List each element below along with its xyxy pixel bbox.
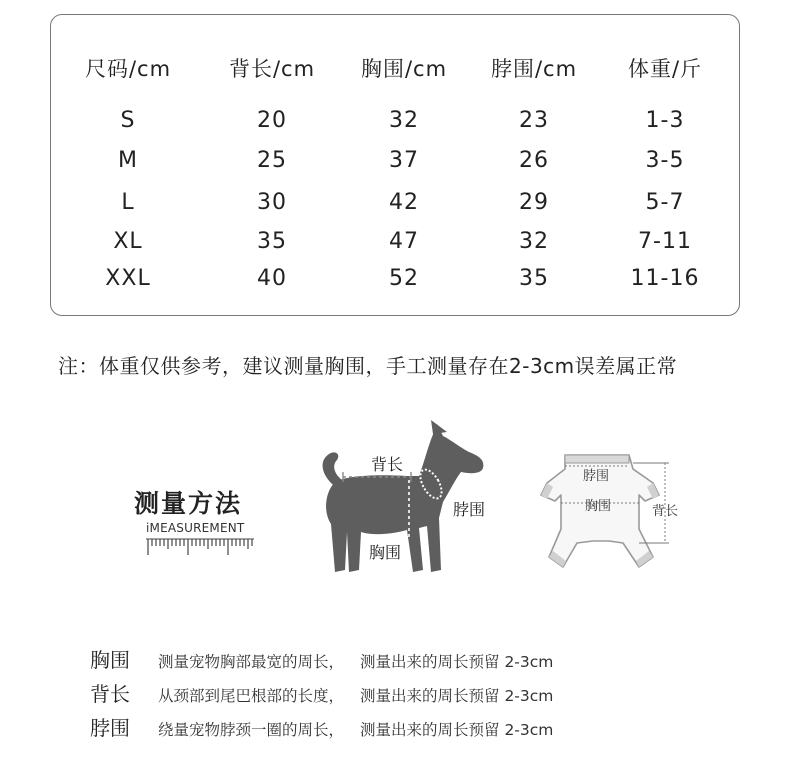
table-cell: 11-16 — [630, 266, 700, 291]
table-cell: 40 — [257, 266, 287, 291]
header-size: 尺码/cm — [84, 57, 172, 81]
dog-ear-icon — [431, 420, 447, 434]
clothes-neck-label: 脖围 — [583, 469, 610, 484]
definition-term: 背长 — [90, 682, 130, 706]
definition-extra: 测量出来的周长预留 2-3cm — [360, 721, 554, 739]
table-cell: 35 — [257, 229, 287, 254]
measurement-note: 注：体重仅供参考，建议测量胸围，手工测量存在2-3cm误差属正常 — [58, 354, 678, 378]
size-table — [50, 14, 740, 316]
definition-neck — [90, 712, 553, 741]
table-cell: 29 — [519, 190, 549, 215]
table-cell: 3-5 — [645, 148, 685, 173]
definition-text: 从颈部到尾巴根部的长度， — [158, 687, 345, 705]
table-cell: XXL — [105, 266, 151, 291]
clothes-back-label: 背长 — [652, 504, 679, 519]
dog-neck-label: 脖围 — [453, 500, 486, 519]
definition-extra: 测量出来的周长预留 2-3cm — [360, 687, 554, 705]
table-cell: 23 — [519, 108, 549, 133]
definition-back — [90, 678, 553, 707]
definition-term: 胸围 — [90, 648, 130, 672]
table-cell: 42 — [389, 190, 419, 215]
dog-back-label: 背长 — [371, 455, 404, 474]
table-cell: 30 — [257, 190, 287, 215]
header-chest: 胸围/cm — [360, 57, 448, 81]
table-cell: 47 — [389, 229, 419, 254]
header-back-length: 背长/cm — [228, 57, 316, 81]
table-cell: 26 — [519, 148, 549, 173]
header-neck: 脖围/cm — [490, 57, 578, 81]
table-cell: S — [120, 108, 136, 133]
ruler-icon — [146, 535, 254, 557]
table-cell: 1-3 — [645, 108, 685, 133]
definition-text: 绕量宠物脖颈一圈的周长， — [158, 721, 345, 739]
table-cell: 32 — [389, 108, 419, 133]
table-cell: 25 — [257, 148, 287, 173]
clothes-chest-label: 胸围 — [585, 499, 612, 514]
table-cell: 35 — [519, 266, 549, 291]
definition-extra: 测量出来的周长预留 2-3cm — [360, 653, 554, 671]
table-cell: 32 — [519, 229, 549, 254]
definition-text: 测量宠物胸部最宽的周长， — [158, 653, 345, 671]
table-cell: 7-11 — [638, 229, 692, 254]
method-subtitle: iMEASUREMENT — [146, 521, 245, 535]
header-weight: 体重/斤 — [627, 57, 703, 81]
table-cell: 52 — [389, 266, 419, 291]
table-cell: 37 — [389, 148, 419, 173]
table-cell: M — [118, 148, 138, 173]
table-cell: XL — [113, 229, 143, 254]
method-title: 测量方法 — [134, 489, 243, 518]
dog-chest-label: 胸围 — [369, 543, 402, 562]
definition-chest — [90, 644, 553, 673]
table-cell: L — [121, 190, 135, 215]
definition-term: 脖围 — [90, 716, 130, 740]
table-cell: 20 — [257, 108, 287, 133]
table-cell: 5-7 — [645, 190, 685, 215]
